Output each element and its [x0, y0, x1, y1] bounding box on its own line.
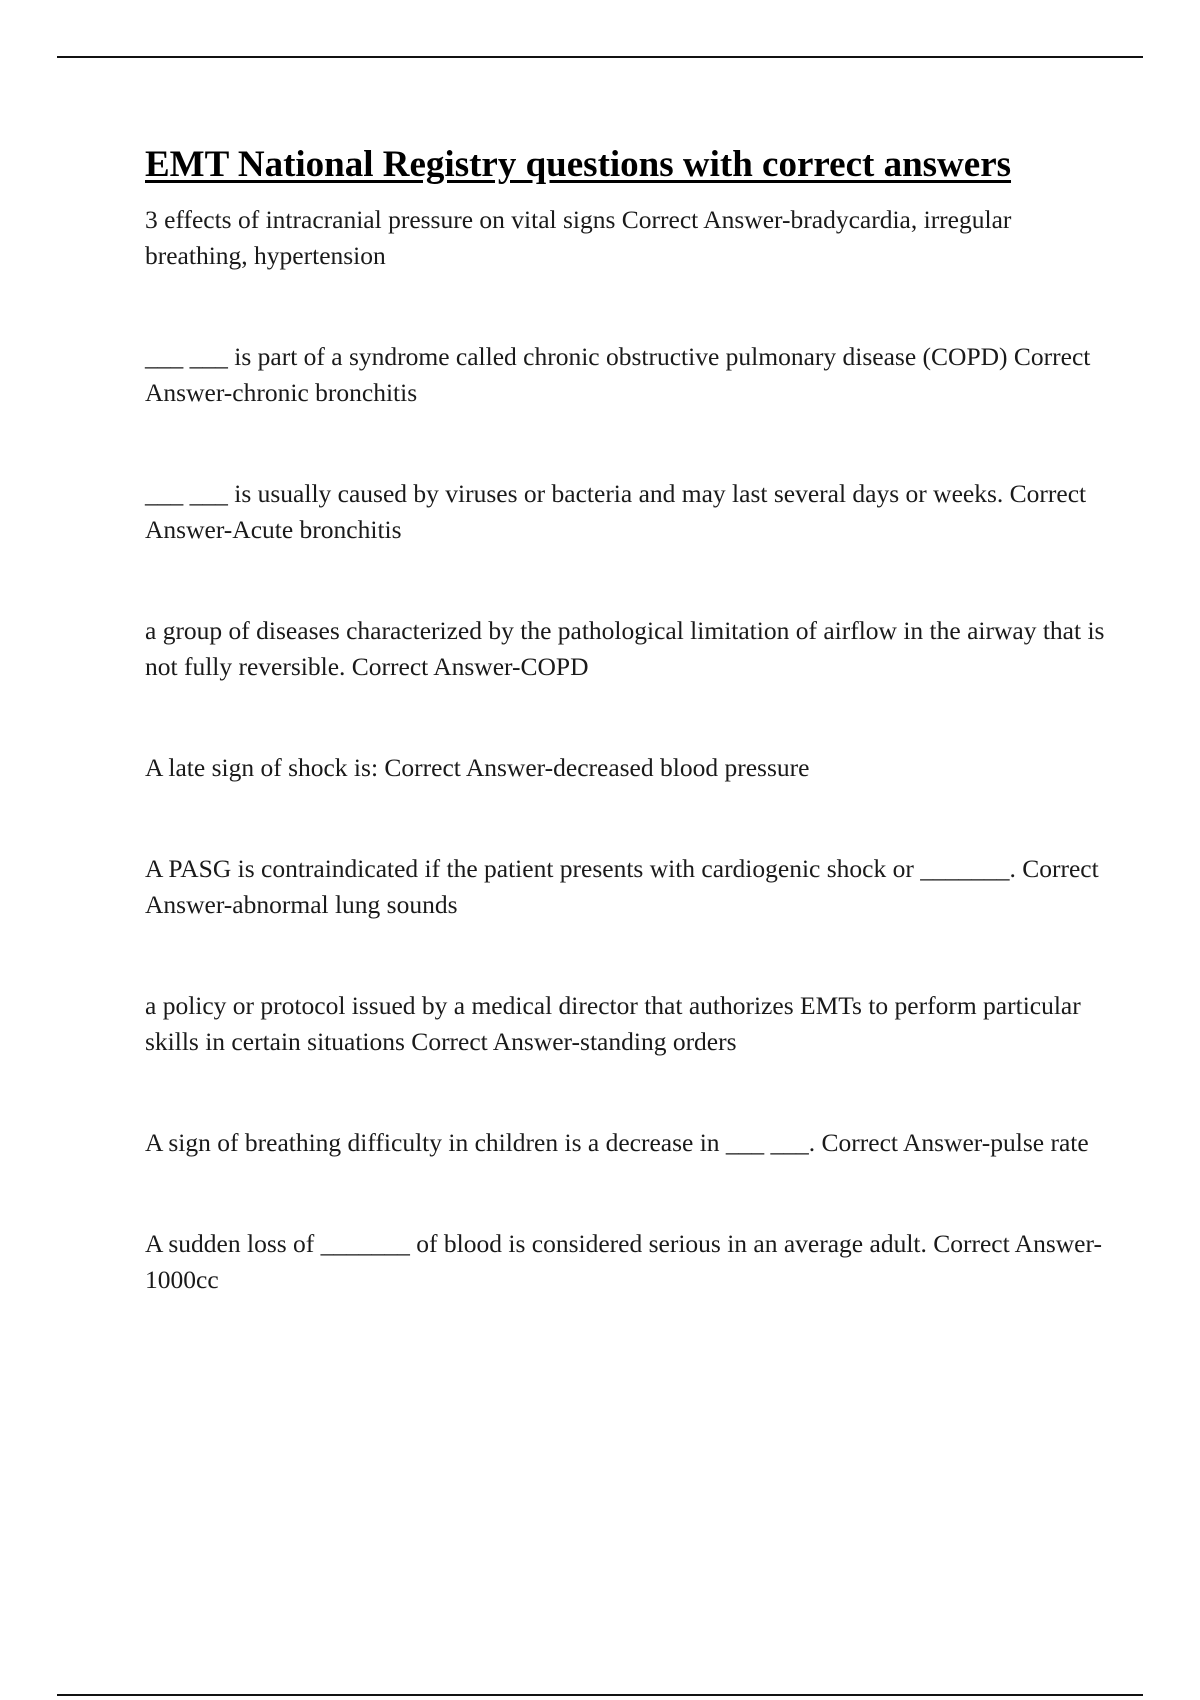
footer-rule [57, 1694, 1143, 1696]
document-title: EMT National Registry questions with correct answers [145, 144, 1012, 185]
document-body [145, 140, 1105, 1298]
qa-item: A sudden loss of _______ of blood is considered serious in an average adult. Correct Answer-1000cc [145, 1229, 1102, 1294]
qa-item: A sign of breathing difficulty in children is a decrease in ___ ___. Correct Answer-pulse rate [145, 1128, 1089, 1157]
qa-item: A PASG is contraindicated if the patient presents with cardiogenic shock or _______. Correct Answer-abnormal lung sounds [145, 854, 1099, 919]
qa-item: 3 effects of intracranial pressure on vital signs Correct Answer-bradycardia, irregular breathing, hypertension [145, 205, 1012, 270]
qa-item: ___ ___ is usually caused by viruses or bacteria and may last several days or weeks. Correct Answer-Acute bronchitis [145, 479, 1087, 544]
qa-item: a group of diseases characterized by the pathological limitation of airflow in the airway that is not fully reversible. Correct Answer-COPD [145, 616, 1105, 681]
qa-item: a policy or protocol issued by a medical director that authorizes EMTs to perform particular skills in certain situations Correct Answer-standing orders [145, 991, 1081, 1056]
header-rule [57, 56, 1143, 58]
qa-item: ___ ___ is part of a syndrome called chronic obstructive pulmonary disease (COPD) Correct Answer-chronic bronchitis [145, 342, 1091, 407]
qa-item: A late sign of shock is: Correct Answer-decreased blood pressure [145, 753, 810, 782]
